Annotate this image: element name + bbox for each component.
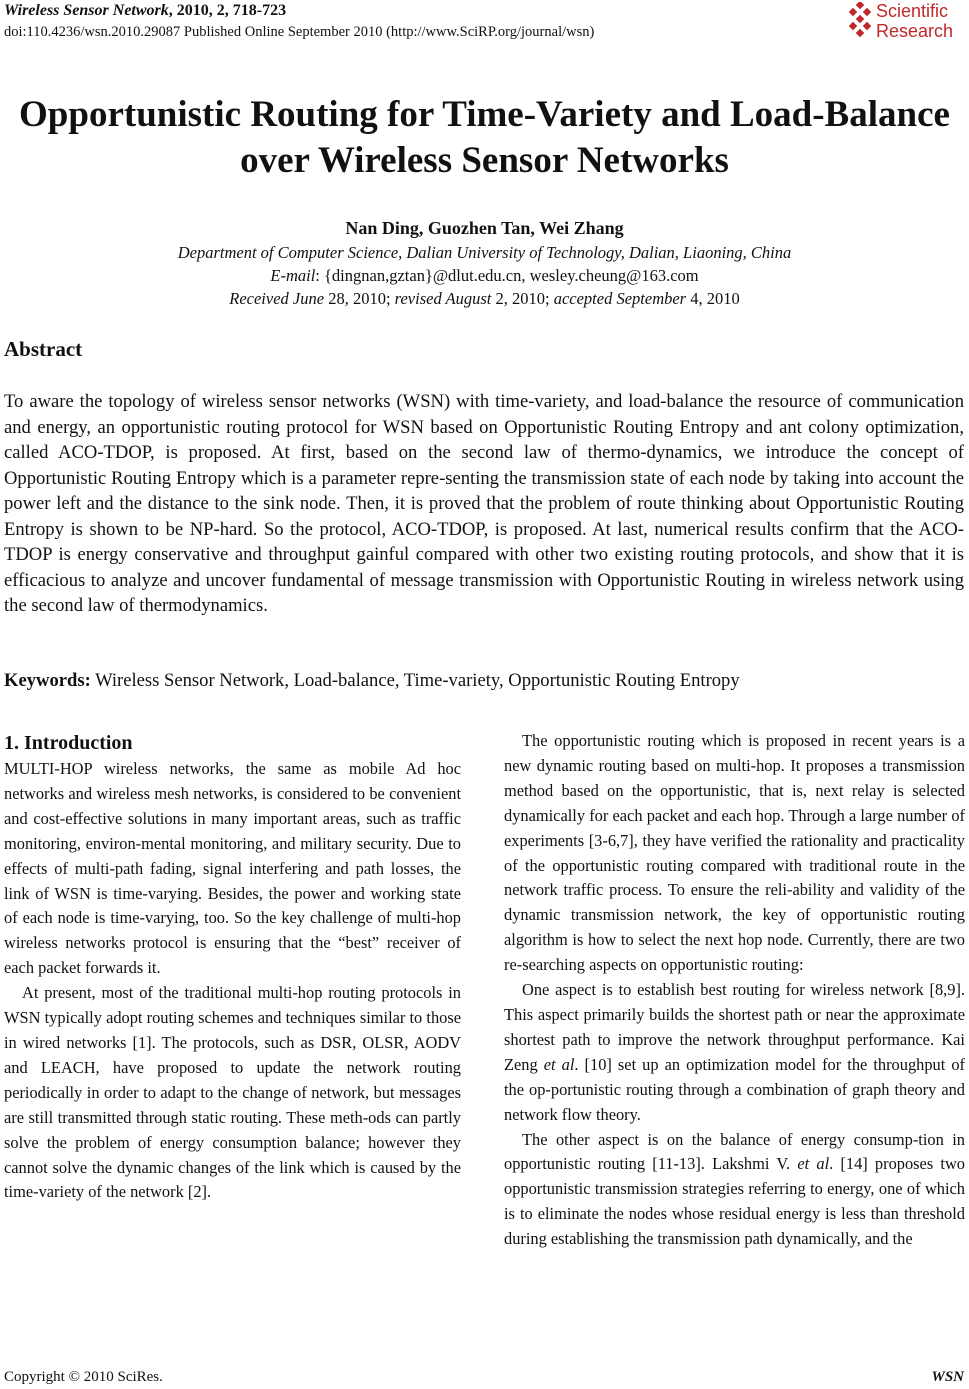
dates-line xyxy=(0,287,969,310)
revised-value: 2, 2010; xyxy=(491,289,554,308)
text-run: . [10] set up an optimization model for the throughput of the op-portunistic routing through a combination of graph theory and network flow theory. xyxy=(504,1054,965,1124)
abstract-heading: Abstract xyxy=(4,337,83,361)
logo-line-2: Research xyxy=(876,21,954,41)
email-value: : {dingnan,gztan}@dlut.edu.cn, wesley.cheung@163.com xyxy=(315,266,699,285)
paragraph: The opportunistic routing which is proposed in recent years is a new dynamic routing based on multi-hop. It proposes a transmission method based on the opportunistic, that is, next relay is selected dynamically for each packet and each hop. Through a large number of experiments [3-6,7], they have verified the rationality and practicality of the opportunistic routing compared with traditional route in the network traffic process. To ensure the reli-ability and validity of the dynamic transmission network, the key of opportunistic routing algorithm is how to select the next hop node. Currently, there are two re-searching aspects on opportunistic routing: xyxy=(504,731,965,975)
et-al: et al xyxy=(797,1154,830,1174)
keywords-text: Wireless Sensor Network, Load-balance, Time-variety, Opportunistic Routing Entropy xyxy=(90,670,740,691)
text-run: . [14] proposes two opportunistic transmission strategies referring to energy, one of which is to eliminate the nodes whose residual energy is less than threshold during establishing the transmission path dynamically, and the xyxy=(504,1154,965,1249)
email-label: E-mail xyxy=(270,266,316,285)
doi-line: doi:110.4236/wsn.2010.29087 Published Online September 2010 (http://www.SciRP.org/journal/wsn) xyxy=(4,24,595,40)
title-line-2: over Wireless Sensor Networks xyxy=(240,140,729,181)
received-value: 28, 2010; xyxy=(324,289,395,308)
journal-abbreviation: WSN xyxy=(931,1369,964,1385)
section-heading-introduction: 1. Introduction xyxy=(4,732,133,754)
paragraph: At present, most of the traditional multi-hop routing protocols in WSN typically adopt routing schemes and techniques similar to those in wired networks [1]. The protocols, such as DSR, OLSR, AODV and LEACH, have proposed to update the network routing periodically in order to adapt to the change of network, but messages are still transmitted through static routing. These meth-ods can partly solve the problem of energy consumption balance; however they cannot solve the dynamic changes of the link which is caused by the time-variety of the network [2]. xyxy=(4,983,461,1202)
right-column xyxy=(504,729,965,1252)
logo-text xyxy=(876,1,953,41)
journal-name: Wireless Sensor Network xyxy=(4,2,169,19)
accepted-label: accepted September xyxy=(553,289,687,308)
accepted-value: 4, 2010 xyxy=(686,289,740,308)
paragraph: MULTI-HOP wireless networks, the same as mobile Ad hoc networks and wireless mesh networks, is considered to be convenient and cost-effective solutions in many important areas, such as traffic monitoring, environ-mental monitoring, and military security. Due to effects of multi-path fading, signal interfering and path losses, the link of WSN is time-varying. Besides, the power and working state of each node is time-varying, too. So the key challenge of multi-hop wireless networks protocol is ensuring that the “best” receiver of each packet forwards it. xyxy=(4,759,461,978)
email-line xyxy=(0,264,969,287)
revised-label: revised August xyxy=(394,289,492,308)
text-run: One aspect is to establish best routing for wireless network [8,9]. This aspect primarily builds the shortest path or near the approximate shortest path to improve the network throughput performance. Kai Zeng xyxy=(504,980,965,1074)
affiliation: Department of Computer Science, Dalian University of Technology, Dalian, Liaoning, China xyxy=(177,243,792,262)
keywords-label: Keywords: xyxy=(4,670,91,691)
logo-mark-icon xyxy=(848,2,874,38)
journal-volume: , 2010, 2, 718-723 xyxy=(168,2,287,19)
keywords xyxy=(4,668,964,693)
paragraph xyxy=(504,978,965,1127)
title-line-1: Opportunistic Routing for Time-Variety and Load-Balance xyxy=(19,94,950,135)
text-run: The other aspect is on the balance of energy consump-tion in opportunistic routing [11-13]. Lakshmi V. xyxy=(504,1129,965,1174)
paragraph xyxy=(504,1128,965,1253)
authors: Nan Ding, Guozhen Tan, Wei Zhang xyxy=(345,218,624,238)
received-label: Received June xyxy=(229,289,325,308)
scientific-research-logo xyxy=(848,0,968,44)
et-al: et al xyxy=(543,1054,575,1074)
copyright: Copyright © 2010 SciRes. xyxy=(4,1369,163,1385)
logo-line-1: Scientific xyxy=(876,1,949,21)
paper-title xyxy=(0,92,969,184)
abstract-text: To aware the topology of wireless sensor networks (WSN) with time-variety, and load-balance the resource of communication and energy, an opportunistic routing protocol for WSN based on Opportunistic Routing Entropy and ant colony optimization, called ACO-TDOP, is proposed. At first, based on the second law of thermo-dynamics, we introduce the concept of Opportunistic Routing Entropy which is a parameter repre-senting the transmission state of each node by taking into account the power left and the distance to the sink node. Then, it is proved that the problem of route thinking about Opportunistic Routing Entropy is shown to be NP-hard. So the protocol, ACO-TDOP, is proposed. At last, numerical results confirm that the ACO-TDOP is energy conservative and throughput gainful compared with other two existing routing protocols, and show that it is efficacious to analyze and uncover fundamental of message transmission with Opportunistic Routing in wireless network using the second law of thermodynamics. xyxy=(4,391,964,616)
left-column xyxy=(4,757,461,1205)
journal-citation xyxy=(4,1,286,21)
